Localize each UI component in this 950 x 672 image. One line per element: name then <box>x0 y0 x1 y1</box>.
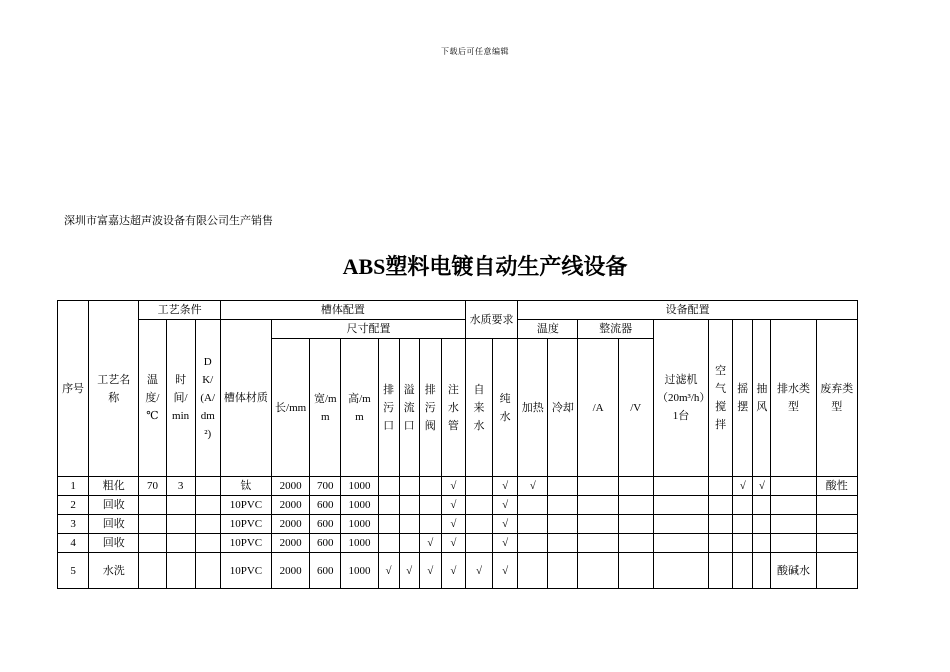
table-row <box>58 553 858 589</box>
cell-waste-type <box>816 515 857 534</box>
cell-waste-type <box>816 534 857 553</box>
cell-drain-valve: √ <box>419 553 441 589</box>
group-size-config: 尺寸配置 <box>272 320 466 339</box>
group-process-conditions: 工艺条件 <box>139 301 220 320</box>
cell-seq: 3 <box>58 515 89 534</box>
col-fill-pipe: 注水管 <box>441 339 465 477</box>
cell-cooling <box>548 534 578 553</box>
header-row-2 <box>58 320 858 339</box>
header-row-1 <box>58 301 858 320</box>
cell-tap-water <box>465 496 492 515</box>
cell-amp <box>578 553 618 589</box>
cell-air-agitation <box>709 496 733 515</box>
cell-heating <box>518 534 548 553</box>
cell-fill-pipe: √ <box>441 553 465 589</box>
col-heating: 加热 <box>518 339 548 477</box>
col-name: 工艺名称 <box>89 301 139 477</box>
group-rectifier: 整流器 <box>578 320 653 339</box>
cell-pure-water: √ <box>493 477 518 496</box>
cell-air-agitation <box>709 477 733 496</box>
cell-width: 600 <box>310 553 341 589</box>
cell-waste-type <box>816 496 857 515</box>
cell-width: 600 <box>310 496 341 515</box>
cell-material: 10PVC <box>220 553 271 589</box>
cell-fill-pipe: √ <box>441 496 465 515</box>
col-width: 宽/mm <box>310 339 341 477</box>
cell-material: 10PVC <box>220 515 271 534</box>
cell-time <box>166 496 195 515</box>
cell-name: 粗化 <box>89 477 139 496</box>
cell-exhaust <box>753 534 771 553</box>
header-note: 下载后可任意编辑 <box>441 47 509 56</box>
cell-heating <box>518 496 548 515</box>
cell-time <box>166 553 195 589</box>
cell-fill-pipe: √ <box>441 477 465 496</box>
cell-tap-water: √ <box>465 553 492 589</box>
cell-cooling <box>548 496 578 515</box>
col-length: 长/mm <box>272 339 310 477</box>
cell-temp: 70 <box>139 477 166 496</box>
cell-heating <box>518 515 548 534</box>
cell-fill-pipe: √ <box>441 534 465 553</box>
cell-pure-water: √ <box>493 496 518 515</box>
cell-length: 2000 <box>272 477 310 496</box>
col-overflow: 溢流口 <box>399 339 419 477</box>
cell-height: 1000 <box>341 553 378 589</box>
cell-dk <box>195 496 220 515</box>
col-dk: DK/(A/dm²) <box>195 320 220 477</box>
cell-length: 2000 <box>272 534 310 553</box>
cell-exhaust: √ <box>753 477 771 496</box>
cell-filter <box>653 534 708 553</box>
cell-drain: √ <box>378 553 399 589</box>
table-row <box>58 477 858 496</box>
cell-overflow <box>399 496 419 515</box>
cell-temp <box>139 534 166 553</box>
col-waste-type: 废弃类型 <box>816 320 857 477</box>
document-title: ABS塑料电镀自动生产线设备 <box>342 254 628 279</box>
cell-swing <box>733 534 753 553</box>
cell-name: 回收 <box>89 496 139 515</box>
cell-pure-water: √ <box>493 515 518 534</box>
cell-air-agitation <box>709 515 733 534</box>
cell-seq: 4 <box>58 534 89 553</box>
col-cooling: 冷却 <box>548 339 578 477</box>
col-amp: /A <box>578 339 618 477</box>
cell-time <box>166 515 195 534</box>
cell-overflow <box>399 515 419 534</box>
cell-waste-type <box>816 553 857 589</box>
cell-volt <box>618 534 653 553</box>
cell-swing <box>733 553 753 589</box>
col-filter: 过滤机（20m³/h）1台 <box>653 320 708 477</box>
cell-name: 水洗 <box>89 553 139 589</box>
col-seq: 序号 <box>58 301 89 477</box>
cell-dk <box>195 534 220 553</box>
group-temperature: 温度 <box>518 320 578 339</box>
cell-volt <box>618 515 653 534</box>
col-temp: 温度/℃ <box>139 320 166 477</box>
cell-filter <box>653 553 708 589</box>
col-air-agitation: 空气搅拌 <box>709 320 733 477</box>
cell-volt <box>618 553 653 589</box>
cell-exhaust <box>753 553 771 589</box>
cell-pure-water: √ <box>493 553 518 589</box>
cell-width: 600 <box>310 515 341 534</box>
cell-overflow <box>399 534 419 553</box>
cell-amp <box>578 477 618 496</box>
company-name: 深圳市富嘉达超声波设备有限公司生产销售 <box>64 214 273 227</box>
cell-drain-valve <box>419 496 441 515</box>
cell-drain-type: 酸碱水 <box>771 553 816 589</box>
col-drain: 排污口 <box>378 339 399 477</box>
col-drain-type: 排水类型 <box>771 320 816 477</box>
col-time: 时间/min <box>166 320 195 477</box>
cell-overflow: √ <box>399 553 419 589</box>
col-material: 槽体材质 <box>220 320 271 477</box>
cell-drain-type <box>771 496 816 515</box>
cell-height: 1000 <box>341 515 378 534</box>
cell-material: 钛 <box>220 477 271 496</box>
cell-material: 10PVC <box>220 534 271 553</box>
cell-pure-water: √ <box>493 534 518 553</box>
cell-drain <box>378 477 399 496</box>
equipment-spec-table <box>57 300 858 589</box>
cell-drain-valve: √ <box>419 534 441 553</box>
cell-temp <box>139 496 166 515</box>
cell-drain <box>378 534 399 553</box>
cell-name: 回收 <box>89 534 139 553</box>
cell-height: 1000 <box>341 534 378 553</box>
cell-length: 2000 <box>272 515 310 534</box>
col-pure-water: 纯水 <box>493 339 518 477</box>
cell-exhaust <box>753 515 771 534</box>
cell-dk <box>195 553 220 589</box>
cell-heating: √ <box>518 477 548 496</box>
cell-amp <box>578 534 618 553</box>
cell-tap-water <box>465 534 492 553</box>
col-tap-water: 自来水 <box>465 339 492 477</box>
cell-waste-type: 酸性 <box>816 477 857 496</box>
cell-drain-type <box>771 534 816 553</box>
cell-cooling <box>548 477 578 496</box>
cell-fill-pipe: √ <box>441 515 465 534</box>
cell-drain <box>378 515 399 534</box>
cell-name: 回收 <box>89 515 139 534</box>
cell-dk <box>195 477 220 496</box>
table-row <box>58 534 858 553</box>
cell-dk <box>195 515 220 534</box>
cell-tap-water <box>465 515 492 534</box>
cell-length: 2000 <box>272 553 310 589</box>
cell-height: 1000 <box>341 477 378 496</box>
col-height: 高/mm <box>341 339 378 477</box>
cell-filter <box>653 477 708 496</box>
col-volt: /V <box>618 339 653 477</box>
cell-drain-type <box>771 477 816 496</box>
cell-drain <box>378 496 399 515</box>
cell-cooling <box>548 553 578 589</box>
cell-heating <box>518 553 548 589</box>
group-water-quality: 水质要求 <box>465 301 517 339</box>
cell-time <box>166 534 195 553</box>
cell-width: 700 <box>310 477 341 496</box>
cell-length: 2000 <box>272 496 310 515</box>
cell-time: 3 <box>166 477 195 496</box>
col-drain-valve: 排污阀 <box>419 339 441 477</box>
cell-amp <box>578 515 618 534</box>
cell-seq: 2 <box>58 496 89 515</box>
cell-tap-water <box>465 477 492 496</box>
cell-volt <box>618 496 653 515</box>
group-equipment-config: 设备配置 <box>518 301 858 320</box>
cell-seq: 5 <box>58 553 89 589</box>
cell-swing <box>733 515 753 534</box>
cell-height: 1000 <box>341 496 378 515</box>
cell-cooling <box>548 515 578 534</box>
col-swing: 摇摆 <box>733 320 753 477</box>
cell-volt <box>618 477 653 496</box>
cell-amp <box>578 496 618 515</box>
cell-width: 600 <box>310 534 341 553</box>
col-exhaust: 抽风 <box>753 320 771 477</box>
cell-air-agitation <box>709 534 733 553</box>
cell-air-agitation <box>709 553 733 589</box>
cell-temp <box>139 553 166 589</box>
cell-drain-type <box>771 515 816 534</box>
cell-swing <box>733 496 753 515</box>
cell-overflow <box>399 477 419 496</box>
cell-filter <box>653 515 708 534</box>
cell-temp <box>139 515 166 534</box>
table-row <box>58 515 858 534</box>
cell-filter <box>653 496 708 515</box>
cell-exhaust <box>753 496 771 515</box>
table-row <box>58 496 858 515</box>
cell-material: 10PVC <box>220 496 271 515</box>
group-tank-config: 槽体配置 <box>220 301 465 320</box>
cell-seq: 1 <box>58 477 89 496</box>
cell-swing: √ <box>733 477 753 496</box>
cell-drain-valve <box>419 515 441 534</box>
cell-drain-valve <box>419 477 441 496</box>
